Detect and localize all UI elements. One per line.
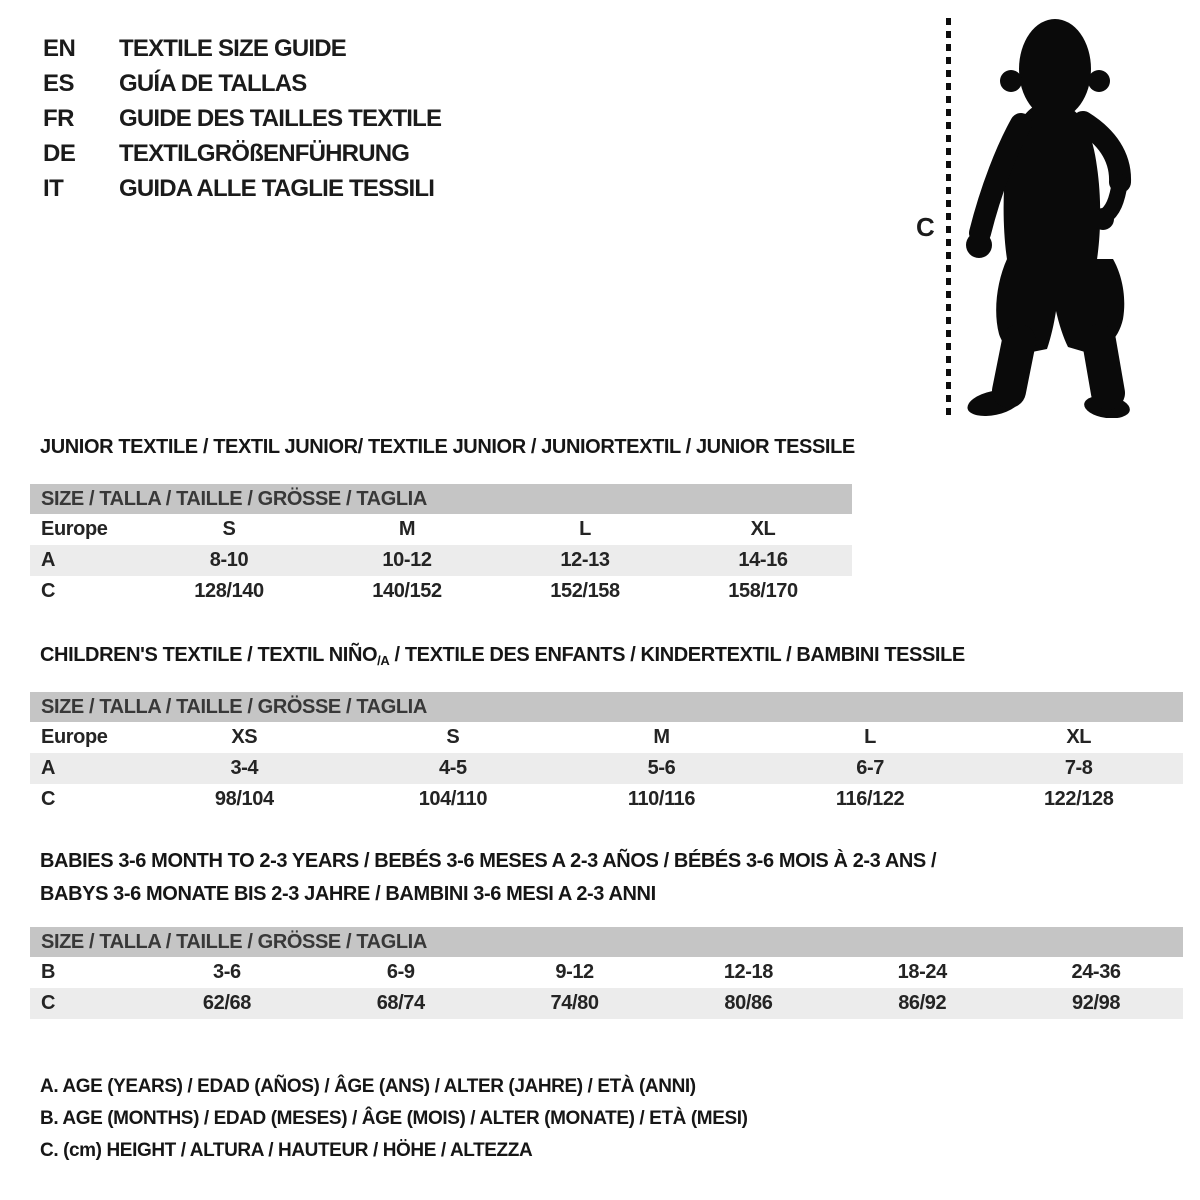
table-row <box>30 784 1183 815</box>
language-row <box>43 171 441 206</box>
language-title-list <box>43 31 441 206</box>
table-cell: 68/74 <box>376 992 425 1014</box>
language-row <box>43 101 441 136</box>
table-cell: 18-24 <box>897 961 947 983</box>
row-label: Europe <box>41 518 108 540</box>
table-cell: 3-4 <box>230 757 259 779</box>
table-cell: 140/152 <box>372 580 442 602</box>
language-code: FR <box>43 104 74 132</box>
guide-title: GUIDA ALLE TAGLIE TESSILI <box>119 174 435 202</box>
table-row <box>30 576 852 607</box>
table-cell: 74/80 <box>550 992 599 1014</box>
row-label: A <box>41 757 56 779</box>
footnote-a: A. AGE (YEARS) / EDAD (AÑOS) / ÂGE (ANS) / ALTER (JAHRE) / ETÀ (ANNI) <box>40 1076 696 1097</box>
table-cell: 128/140 <box>194 580 264 602</box>
table-row <box>30 722 1183 753</box>
size-header-bar: SIZE / TALLA / TAILLE / GRÖSSE / TAGLIA <box>30 927 1183 957</box>
row-label: B <box>41 961 56 983</box>
table-cell: L <box>579 518 591 540</box>
footnote-legend <box>40 1071 748 1167</box>
table-cell: S <box>446 726 460 748</box>
table-cell: L <box>864 726 876 748</box>
section-title-text: / TEXTILE DES ENFANTS / KINDERTEXTIL / BAMBINI TESSILE <box>389 644 965 666</box>
table-cell: 116/122 <box>835 788 905 810</box>
table-cell: 158/170 <box>728 580 798 602</box>
language-code: DE <box>43 139 76 167</box>
babies-size-table <box>30 927 1183 1019</box>
section-title-junior: JUNIOR TEXTILE / TEXTIL JUNIOR/ TEXTILE JUNIOR / JUNIORTEXTIL / JUNIOR TESSILE <box>40 436 855 458</box>
table-cell: 62/68 <box>202 992 251 1014</box>
table-row <box>30 957 1183 988</box>
row-label: C <box>41 580 56 602</box>
children-size-table <box>30 692 1183 815</box>
height-measure-label: C <box>916 212 935 242</box>
table-cell: 6-7 <box>856 757 884 779</box>
size-header-bar: SIZE / TALLA / TAILLE / GRÖSSE / TAGLIA <box>30 692 1183 722</box>
table-cell: 92/98 <box>1072 992 1121 1014</box>
language-code: EN <box>43 34 76 62</box>
table-cell: 80/86 <box>724 992 773 1014</box>
height-measure-dashed-line <box>946 18 951 418</box>
table-cell: XL <box>1066 726 1092 748</box>
guide-title: TEXTILE SIZE GUIDE <box>119 34 346 62</box>
table-cell: 14-16 <box>738 549 788 571</box>
table-cell: 24-36 <box>1071 961 1121 983</box>
table-cell: 5-6 <box>647 757 676 779</box>
table-cell: M <box>398 518 416 540</box>
table-cell: 7-8 <box>1064 757 1093 779</box>
toddler-silhouette <box>963 18 1137 418</box>
table-cell: XS <box>231 726 258 748</box>
table-cell: XL <box>750 518 776 540</box>
guide-title: TEXTILGRÖßENFÜHRUNG <box>119 139 410 167</box>
section-title-children <box>40 644 965 668</box>
row-label: C <box>41 992 56 1014</box>
table-cell: 8-10 <box>209 549 249 571</box>
section-title-subscript: /A <box>377 653 390 668</box>
section-title-line1: BABIES 3-6 MONTH TO 2-3 YEARS / BEBÉS 3-6 MESES A 2-3 AÑOS / BÉBÉS 3-6 MOIS À 2-3 ANS / <box>40 850 937 872</box>
table-cell: 12-13 <box>560 549 610 571</box>
language-row <box>43 31 441 66</box>
table-row <box>30 545 852 576</box>
table-cell: M <box>653 726 670 748</box>
table-cell: 98/104 <box>214 788 274 810</box>
table-cell: S <box>222 518 236 540</box>
section-title-line2: BABYS 3-6 MONATE BIS 2-3 JAHRE / BAMBINI 3-6 MESI A 2-3 ANNI <box>40 883 656 905</box>
table-cell: 4-5 <box>439 757 467 779</box>
junior-size-table <box>30 484 852 607</box>
table-cell: 3-6 <box>213 961 241 983</box>
table-cell: 110/116 <box>627 788 696 810</box>
section-title-text: CHILDREN'S TEXTILE / TEXTIL NIÑO <box>40 644 378 666</box>
guide-title: GUIDE DES TAILLES TEXTILE <box>119 104 442 132</box>
table-cell: 122/128 <box>1043 788 1114 810</box>
table-cell: 104/110 <box>418 788 488 810</box>
footnote-b: B. AGE (MONTHS) / EDAD (MESES) / ÂGE (MOIS) / ALTER (MONATE) / ETÀ (MESI) <box>40 1108 748 1129</box>
table-cell: 9-12 <box>555 961 594 983</box>
row-label: Europe <box>41 726 108 748</box>
table-cell: 12-18 <box>723 961 773 983</box>
language-row <box>43 66 441 101</box>
language-code: ES <box>43 69 75 97</box>
guide-title: GUÍA DE TALLAS <box>119 69 307 97</box>
row-label: A <box>41 549 56 571</box>
table-cell: 152/158 <box>550 580 620 602</box>
table-row <box>30 988 1183 1019</box>
size-header-bar: SIZE / TALLA / TAILLE / GRÖSSE / TAGLIA <box>30 484 852 514</box>
table-cell: 6-9 <box>386 961 415 983</box>
table-row <box>30 753 1183 784</box>
table-cell: 86/92 <box>898 992 947 1014</box>
table-cell: 10-12 <box>382 549 432 571</box>
row-label: C <box>41 788 56 810</box>
language-row <box>43 136 441 171</box>
section-title-babies <box>40 845 936 911</box>
language-code: IT <box>43 174 64 202</box>
footnote-c: C. (cm) HEIGHT / ALTURA / HAUTEUR / HÖHE / ALTEZZA <box>40 1140 533 1161</box>
table-row <box>30 514 852 545</box>
